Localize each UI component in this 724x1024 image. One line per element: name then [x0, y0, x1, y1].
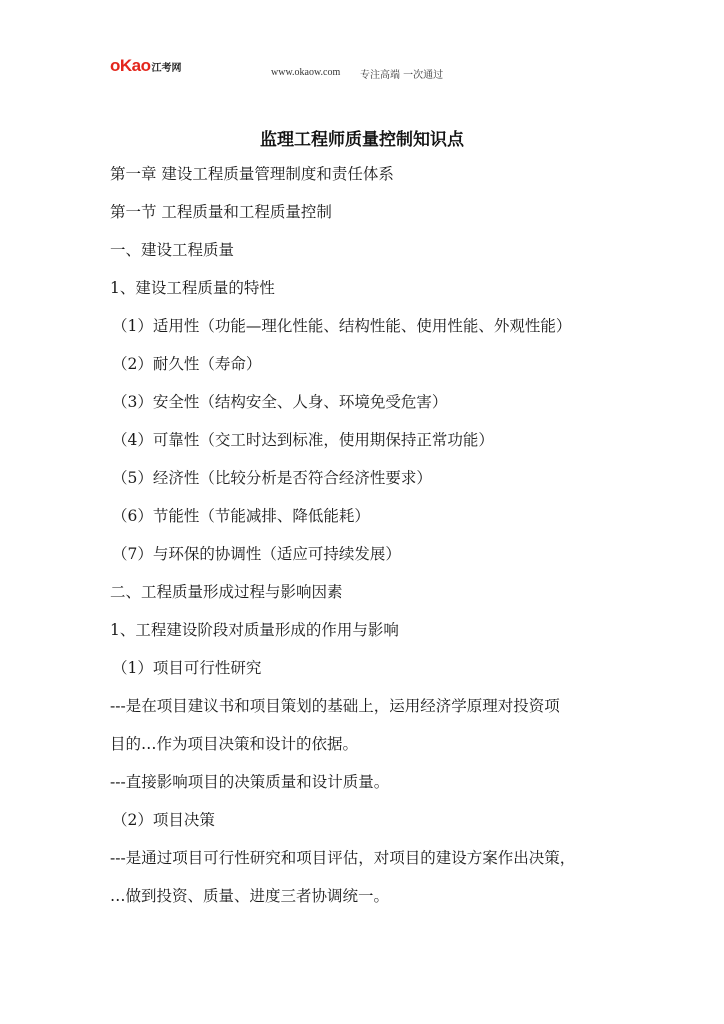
list-item: （4）可靠性（交工时达到标准，使用期保持正常功能）	[112, 431, 494, 449]
list-item: （2）项目决策	[112, 811, 215, 829]
list-item: （6）节能性（节能减排、降低能耗）	[112, 507, 370, 525]
list-item: （5）经济性（比较分析是否符合经济性要求）	[112, 469, 432, 487]
topic-heading: 1、工程建设阶段对质量形成的作用与影响	[110, 621, 399, 639]
subsection-heading: 一、建设工程质量	[110, 241, 235, 259]
list-item: （3）安全性（结构安全、人身、环境免受危害）	[112, 393, 448, 411]
list-item: （7）与环保的协调性（适应可持续发展）	[112, 545, 401, 563]
page-header	[0, 0, 724, 90]
paragraph-line: ---直接影响项目的决策质量和设计质量。	[110, 773, 390, 791]
topic-heading: 1、建设工程质量的特性	[110, 279, 275, 297]
list-item: （2）耐久性（寿命）	[112, 355, 262, 373]
logo-chinese-name: 江考网	[151, 63, 182, 74]
okao-logo	[110, 56, 182, 76]
subsection-heading: 二、工程质量形成过程与影响因素	[110, 583, 343, 601]
chapter-heading: 第一章 建设工程质量管理制度和责任体系	[110, 165, 394, 183]
paragraph-line: ---是通过项目可行性研究和项目评估，对项目的建设方案作出决策，	[110, 849, 576, 867]
document-title: 监理工程师质量控制知识点	[260, 130, 464, 150]
paragraph-line: …做到投资、质量、进度三者协调统一。	[110, 887, 390, 905]
paragraph-line: ---是在项目建议书和项目策划的基础上，运用经济学原理对投资项	[110, 697, 560, 715]
list-item: （1）项目可行性研究	[112, 659, 262, 677]
logo-brand: oKao	[110, 56, 151, 75]
paragraph-line: 目的…作为项目决策和设计的依据。	[110, 735, 359, 753]
list-item: （1）适用性（功能—理化性能、结构性能、使用性能、外观性能）	[112, 317, 572, 335]
header-slogan: 专注高端 一次通过	[360, 70, 444, 81]
header-url: www.okaow.com	[271, 67, 341, 78]
section-heading: 第一节 工程质量和工程质量控制	[110, 203, 332, 221]
